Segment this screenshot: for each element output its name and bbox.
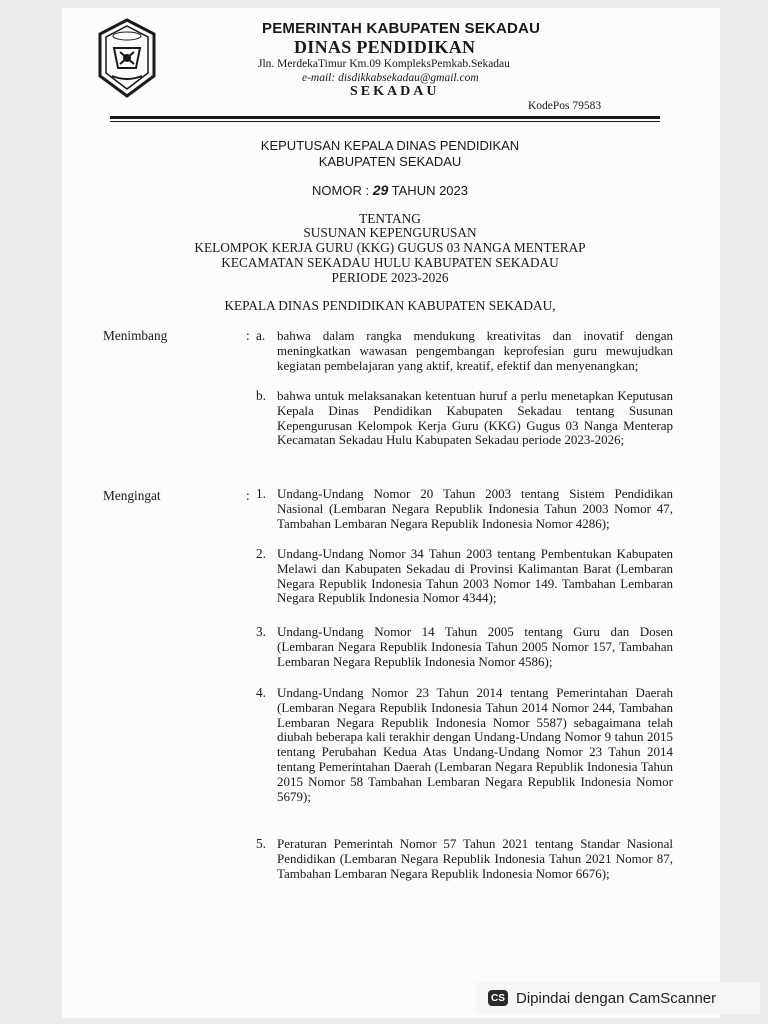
camscanner-badge	[476, 982, 760, 1014]
mengingat-label: Mengingat	[103, 488, 161, 503]
mengingat-mark-4: 4.	[256, 685, 266, 700]
decree-number-suffix: TAHUN 2023	[391, 183, 468, 198]
decree-title-line1: KEPUTUSAN KEPALA DINAS PENDIDIKAN	[260, 138, 520, 153]
mengingat-item-2: Undang-Undang Nomor 34 Tahun 2003 tentang Pembentukan Kabupaten Melawi dan Kabupaten Sekadau di Provinsi Kalimantan Barat (Lembaran Negara Republik Indonesia Tahun 2003 Nomor 149. Tambahan Lembaran Negara Republik Indonesia Nomor 4344);	[277, 546, 673, 606]
decree-title-line2: KABUPATEN SEKADAU	[318, 154, 462, 169]
menimbang-label: Menimbang	[103, 328, 168, 343]
mengingat-mark-3: 3.	[256, 624, 266, 639]
letterhead-city: SEKADAU	[350, 84, 440, 99]
subject-line4: PERIODE 2023-2026	[331, 270, 449, 285]
mengingat-item-5: Peraturan Pemerintah Nomor 57 Tahun 2021 tentang Standar Nasional Pendidikan (Lembaran Negara Republik Indonesia Tahun 2021 Nomor 87, Tambahan Lembaran Negara Republik Indonesia Nomor 6676);	[277, 836, 673, 881]
camscanner-label: Dipindai dengan CamScanner	[516, 989, 717, 1007]
mengingat-colon: :	[246, 488, 250, 503]
mengingat-mark-5: 5.	[256, 836, 266, 851]
letterhead-postcode: KodePos 79583	[528, 100, 602, 112]
decree-number-value: 29	[372, 182, 389, 198]
letterhead-divider-thick	[110, 116, 660, 119]
subject-heading: TENTANG	[359, 211, 421, 226]
menimbang-item-b: bahwa untuk melaksanakan ketentuan huruf a perlu menetapkan Keputusan Kepala Dinas Pendidikan Kabupaten Sekadau tentang Susunan Kepengurusan Kelompok Kerja Guru (KKG) Gugus 03 Nanga Menterap Kecamatan Sekadau Hulu Kabupaten Sekadau periode 2023-2026;	[277, 388, 673, 448]
letterhead-government: PEMERINTAH KABUPATEN SEKADAU	[262, 20, 541, 37]
camscanner-icon: CS	[488, 990, 508, 1006]
letterhead-divider-thin	[110, 121, 660, 122]
menimbang-item-a: bahwa dalam rangka mendukung kreativitas dan inovatif dengan meningkatkan wawasan pengembangan keprofesian guru mewujudkan kegiatan pembelajaran yang aktif, kreatif, efektif dan menyenangkan;	[277, 328, 673, 373]
decree-number	[110, 182, 670, 198]
subject-line3: KECAMATAN SEKADAU HULU KABUPATEN SEKADAU	[221, 255, 559, 270]
mengingat-item-3: Undang-Undang Nomor 14 Tahun 2005 tentang Guru dan Dosen (Lembaran Negara Republik Indonesia Tahun 2005 Nomor 157, Tambahan Lembaran Negara Republik Indonesia Nomor 4586);	[277, 624, 673, 669]
mengingat-item-1: Undang-Undang Nomor 20 Tahun 2003 tentang Sistem Pendidikan Nasional (Lembaran Negara Republik Indonesia Tahun 2003 Nomor 47, Tambahan Lembaran Negara Republik Indonesia Nomor 4286);	[277, 486, 673, 531]
subject-line1: SUSUNAN KEPENGURUSAN	[303, 225, 477, 240]
mengingat-item-4: Undang-Undang Nomor 23 Tahun 2014 tentang Pemerintahan Daerah (Lembaran Negara Republik Indonesia Tahun 2014 Nomor 244, Tambahan Lembaran Negara Republik Indonesia Nomor 5587) sebagaimana telah diubah beberapa kali terakhir dengan Undang-Undang Nomor 9 tahun 2015 tentang Perubahan Kedua Atas Undang-Undang Nomor 23 Tahun 2014 tentang Pemerintahan Daerah (Lembaran Negara Republik Indonesia Tahun 2015 Nomor 58 Tambahan Lembaran Negara Republik Indonesia Nomor 5679);	[277, 685, 673, 804]
regency-emblem-icon	[96, 18, 158, 98]
mengingat-mark-2: 2.	[256, 546, 266, 561]
menimbang-colon: :	[246, 328, 250, 343]
issuer-line: KEPALA DINAS PENDIDIKAN KABUPATEN SEKADAU,	[224, 298, 556, 313]
letterhead-agency: DINAS PENDIDIKAN	[294, 37, 476, 57]
mengingat-mark-1: 1.	[256, 486, 266, 501]
decree-number-prefix: NOMOR :	[312, 183, 370, 198]
menimbang-mark-a: a.	[256, 328, 266, 343]
subject-line2: KELOMPOK KERJA GURU (KKG) GUGUS 03 NANGA MENTERAP	[194, 240, 586, 255]
letterhead-address: Jln. MerdekaTimur Km.09 KompleksPemkab.Sekadau	[258, 58, 510, 70]
menimbang-mark-b: b.	[256, 388, 266, 403]
letterhead-email: e-mail: disdikkabsekadau@gmail.com	[302, 72, 479, 84]
